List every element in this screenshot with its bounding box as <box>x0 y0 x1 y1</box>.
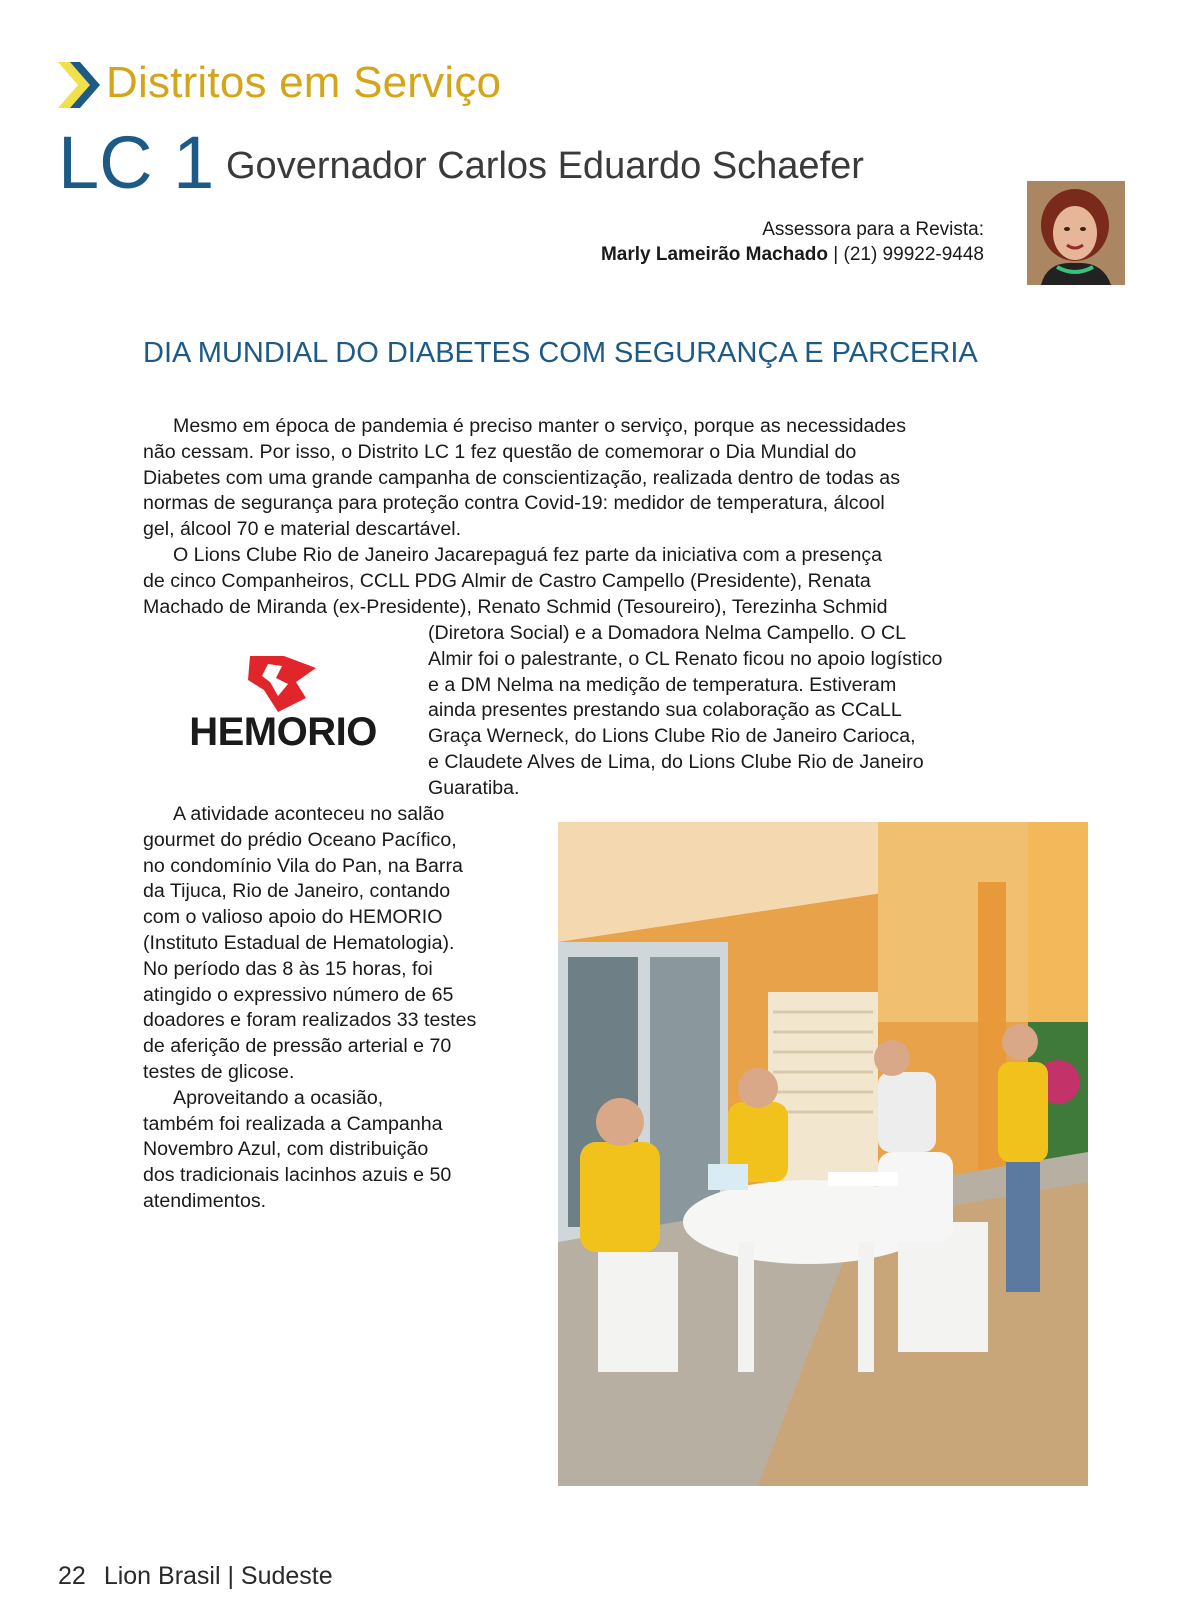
text-line: O Lions Clube Rio de Janeiro Jacarepaguá fez parte da iniciativa com a presença <box>173 543 883 566</box>
advisor-contact <box>601 242 984 267</box>
text-line: ainda presentes prestando sua colaboração as CCaLL <box>428 699 902 722</box>
text-line: Graça Werneck, do Lions Clube Rio de Janeiro Carioca, <box>428 725 916 748</box>
text-line: testes de glicose. <box>143 1060 295 1083</box>
text-line: no condomínio Vila do Pan, na Barra <box>143 854 463 877</box>
text-line: atingido o expressivo número de 65 <box>143 983 454 1006</box>
advisor-photo <box>1027 181 1125 285</box>
text-line: Machado de Miranda (ex-Presidente), Renato Schmid (Tesoureiro), Terezinha Schmid <box>143 595 888 618</box>
text-line: Aproveitando a ocasião, <box>173 1086 384 1109</box>
text-line: A atividade aconteceu no salão <box>173 803 445 825</box>
section-chevron-icon <box>58 62 100 108</box>
district-code: LC 1 <box>58 121 215 204</box>
article-wrap-right <box>428 621 1048 802</box>
advisor-credit <box>601 217 984 267</box>
text-line: não cessam. Por isso, o Distrito LC 1 fez questão de comemorar o Dia Mundial do <box>143 440 857 463</box>
text-line: (Instituto Estadual de Hematologia). <box>143 931 455 954</box>
text-line: (Diretora Social) e a Domadora Nelma Campello. O CL <box>428 622 907 644</box>
text-line: de cinco Companheiros, CCLL PDG Almir de Castro Campello (Presidente), Renata <box>143 569 871 592</box>
article-intro <box>143 414 1043 620</box>
hemorio-wordmark: HEMORIO <box>189 710 377 754</box>
page-number: 22 <box>58 1562 86 1590</box>
text-line: também foi realizada a Campanha <box>143 1112 443 1135</box>
advisor-name: Marly Lameirão Machado <box>600 244 828 265</box>
advisor-label: Assessora para a Revista: <box>762 219 984 240</box>
publication-name: Lion Brasil | Sudeste <box>103 1562 333 1590</box>
text-line: Novembro Azul, com distribuição <box>143 1138 429 1161</box>
page-footer <box>58 1562 333 1591</box>
text-line: Almir foi o palestrante, o CL Renato ficou no apoio logístico <box>428 647 943 670</box>
text-line: da Tijuca, Rio de Janeiro, contando <box>143 880 451 903</box>
text-line: Diabetes com uma grande campanha de conscientização, realizada dentro de todas as <box>143 466 900 489</box>
text-line: atendimentos. <box>143 1189 267 1212</box>
advisor-phone: | (21) 99922-9448 <box>828 244 984 265</box>
text-line: gel, álcool 70 e material descartável. <box>143 518 462 541</box>
text-line: e Claudete Alves de Lima, do Lions Clube Rio de Janeiro <box>428 750 924 773</box>
hemorio-mark-icon <box>178 652 388 712</box>
text-line: No período das 8 às 15 horas, foi <box>143 957 433 980</box>
text-line: gourmet do prédio Oceano Pacífico, <box>143 828 457 851</box>
governor-name: Governador Carlos Eduardo Schaefer <box>226 145 864 187</box>
text-line: doadores e foram realizados 33 testes <box>143 1009 477 1032</box>
text-line: normas de segurança para proteção contra Covid-19: medidor de temperatura, álcool <box>143 492 885 515</box>
text-line: Guaratiba. <box>428 776 520 799</box>
section-title: Distritos em Serviço <box>106 58 502 107</box>
text-line: com o valioso apoio do HEMORIO <box>143 906 443 929</box>
text-line: Mesmo em época de pandemia é preciso manter o serviço, porque as necessidades <box>173 415 906 437</box>
text-line: e a DM Nelma na medição de temperatura. Estiveram <box>428 673 897 696</box>
article-wrap-left <box>143 802 543 1215</box>
hemorio-logo <box>178 652 388 752</box>
article-title: DIA MUNDIAL DO DIABETES COM SEGURANÇA E PARCERIA <box>143 337 978 369</box>
text-line: de aferição de pressão arterial e 70 <box>143 1035 452 1058</box>
event-photo <box>558 822 1088 1486</box>
text-line: dos tradicionais lacinhos azuis e 50 <box>143 1164 452 1187</box>
